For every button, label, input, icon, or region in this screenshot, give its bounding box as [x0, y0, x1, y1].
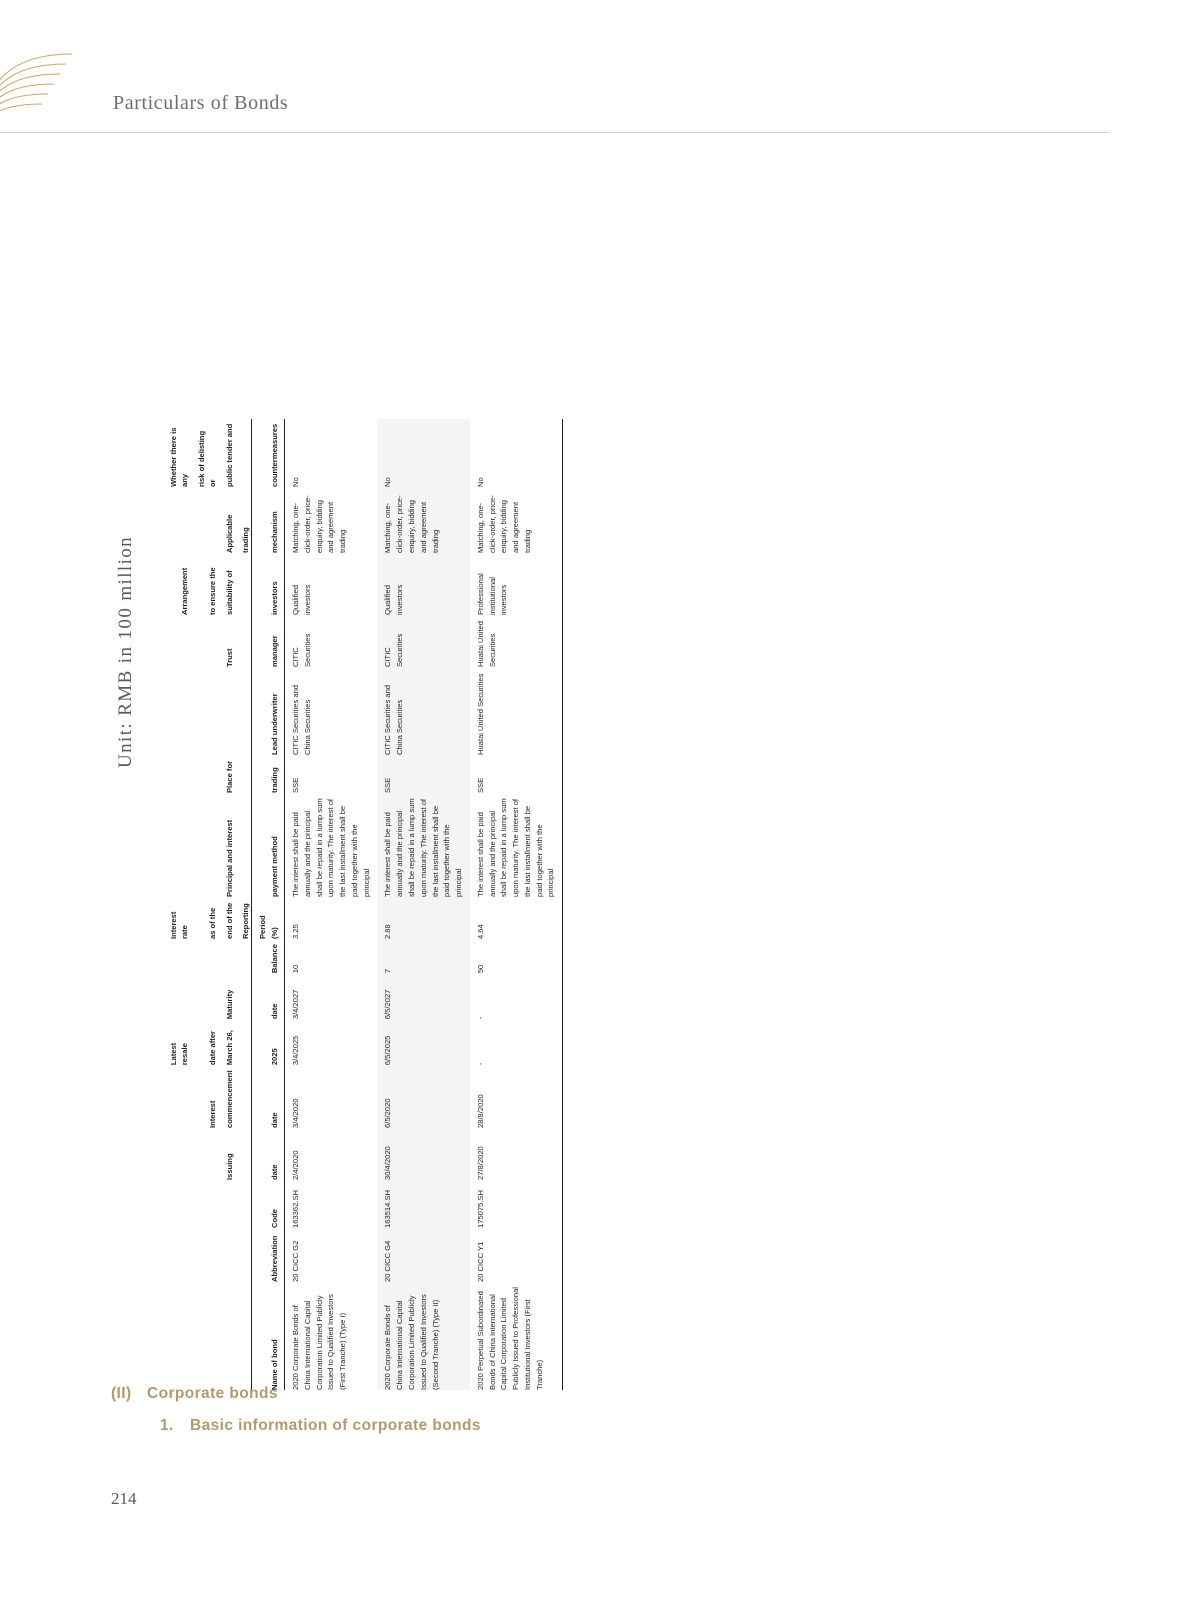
th-arrangement-top: Arrangement	[180, 567, 190, 615]
cell-interest-commencement-date: 3/4/2020	[291, 1097, 301, 1128]
table-header-row-second	[191, 418, 219, 1389]
th-blank-36	[235, 939, 252, 973]
th-blank-30	[235, 1228, 252, 1282]
page-title: Particulars of Bonds	[113, 92, 289, 114]
cell-maturity-date: 3/4/2027	[291, 989, 301, 1019]
th-blank-34	[235, 1019, 252, 1065]
th-payment-top: Principal and interest	[224, 819, 234, 897]
th-blank-20	[191, 755, 219, 793]
section-group-title: Corporate bonds	[147, 1385, 278, 1402]
section-item-title: Basic information of corporate bonds	[190, 1417, 481, 1434]
th-blank-15	[191, 1180, 219, 1228]
th-blank-24	[219, 1282, 235, 1390]
th-blank-38	[235, 755, 252, 793]
table-canvas	[105, 278, 1005, 1408]
th-arrangement-mid: to ensure the	[208, 566, 218, 615]
th-blank-14	[191, 1228, 219, 1282]
cell-abbreviation: 20 CICC G4	[383, 1240, 393, 1282]
th-trading-mechanism: mechanism	[269, 510, 279, 553]
th-place-for-trading: trading	[269, 766, 279, 793]
th-interest-commencement-date: date	[269, 1111, 279, 1128]
cell-interest-commencement-date: 6/5/2020	[383, 1097, 393, 1128]
cell-delisting-risk: No	[383, 476, 393, 487]
table-row	[470, 418, 563, 1389]
th-blank-3	[163, 1180, 191, 1228]
section-group-number: (II)	[111, 1385, 132, 1402]
th-blank-17	[191, 973, 219, 1019]
th-blank-26	[219, 1180, 235, 1228]
cell-delisting-risk: No	[470, 418, 563, 486]
cell-lead-underwriter: Huatai United Securities	[470, 667, 563, 755]
cell-balance: 50	[470, 939, 563, 973]
cell-trading-mechanism: Matching, one-click-order, price-enquiry, bidding and agreement trading	[383, 494, 440, 553]
th-blank-27	[219, 939, 235, 973]
cell-issuing-date: 2/4/2020	[291, 1149, 301, 1180]
th-interest-rate: Period (%)	[258, 914, 279, 939]
cell-lead-underwriter: CITIC Securities and China Securities	[291, 684, 312, 755]
th-name: Name of bond	[269, 1338, 279, 1390]
section-item-number: 1.	[160, 1417, 174, 1434]
th-interest-rate-sub: end of the	[224, 902, 234, 939]
cell-interest-commencement-date: 28/8/2020	[470, 1065, 563, 1128]
cell-arrangement: Qualified investors	[383, 584, 405, 615]
th-maturity-top: Maturity	[224, 989, 234, 1019]
th-latest-resale-mid: date after	[208, 1030, 218, 1065]
table-header-row-fourth	[235, 418, 252, 1389]
cell-interest-rate: 3.25	[291, 923, 301, 939]
th-mechanism-top: Applicable	[224, 514, 234, 553]
th-blank-41	[235, 553, 252, 615]
th-blank-7	[163, 939, 191, 973]
cell-name: 2020 Corporate Bonds of China International Capital Corporation Limited Publicly Issued to Qualified Investors (First Tranche) (Type I)	[291, 1293, 348, 1390]
cell-abbreviation: 20 CICC G2	[291, 1240, 301, 1282]
th-blank-8	[163, 793, 191, 897]
th-blank-4	[163, 1128, 191, 1180]
th-blank-21	[191, 667, 219, 755]
cell-code: 163362.SH	[291, 1189, 301, 1228]
th-blank-16	[191, 1128, 219, 1180]
th-code: Code	[269, 1208, 279, 1228]
th-blank-31	[235, 1180, 252, 1228]
th-blank-12	[163, 487, 191, 553]
table-header-row-main	[252, 418, 285, 1389]
cell-maturity-date: -	[470, 973, 563, 1019]
th-risk-sub: public tender and	[224, 423, 234, 487]
th-maturity-date: date	[269, 1003, 279, 1019]
cell-latest-resale-date: 3/4/2025	[291, 1035, 301, 1065]
th-latest-resale-date: 2025	[269, 1047, 279, 1065]
th-interest-rate-top: Interest rate	[169, 911, 190, 939]
cell-trading-mechanism: Matching, one-click-order, price-enquiry, bidding and agreement trading	[470, 487, 563, 553]
th-delisting-risk: countermeasures	[269, 423, 279, 487]
cell-arrangement: Qualified investors	[291, 584, 312, 615]
th-latest-resale-top: Latest resale	[169, 1042, 190, 1065]
page-number: 214	[111, 1489, 137, 1508]
th-blank-25	[219, 1228, 235, 1282]
cell-balance: 7	[383, 968, 393, 973]
table-row	[377, 418, 469, 1389]
th-trust-top: Trust	[224, 647, 234, 667]
cell-name: 2020 Corporate Bonds of China International Capital Corporation Limited Publicly Issued to Qualified Investors (Second Tranche) (Type II)	[383, 1293, 440, 1390]
cell-payment-method: The interest shall be paid annually and the principal shall be repaid in a lump sum upon maturity. The interest of the last installment shall be paid together with the principal	[470, 793, 563, 897]
th-blank-23	[191, 487, 219, 553]
th-blank-6	[163, 973, 191, 1019]
th-blank-35	[235, 973, 252, 1019]
cell-lead-underwriter: CITIC Securities and China Securities	[383, 684, 405, 755]
cell-code: 175075.SH	[470, 1180, 563, 1228]
cell-place-for-trading: SSE	[291, 777, 301, 793]
th-risk-mid: risk of delisting or	[196, 430, 218, 487]
th-balance: Balance	[269, 943, 279, 973]
th-blank-33	[235, 1065, 252, 1128]
table-header-row-third	[219, 418, 235, 1389]
th-arrangement: investors	[269, 580, 279, 615]
th-interest-rate-sub2: Reporting	[240, 902, 250, 939]
th-blank-32	[235, 1128, 252, 1180]
cell-trust-manager: CITIC Securities	[383, 633, 405, 667]
cell-payment-method: The interest shall be paid annually and the principal shall be repaid in a lump sum upon maturity. The interest of the last installment shall be paid together with the principal	[383, 797, 464, 897]
th-interest-rate-mid: as of the	[208, 907, 218, 939]
th-blank-28	[219, 667, 235, 755]
th-issuing-date: date	[269, 1163, 279, 1180]
th-place-top: Place for	[224, 760, 234, 793]
th-blank-39	[235, 667, 252, 755]
cell-balance: 10	[291, 964, 301, 973]
table-header	[163, 418, 285, 1389]
th-interest-commencement-mid: commencement	[224, 1069, 234, 1128]
th-blank-5	[163, 1065, 191, 1128]
th-blank-42	[235, 418, 252, 486]
cell-delisting-risk: No	[291, 476, 301, 487]
cell-abbreviation: 20 CICC Y1	[470, 1228, 563, 1282]
th-blank-10	[163, 667, 191, 755]
th-abbreviation: Abbreviation	[269, 1235, 279, 1282]
table-header-row-top	[163, 418, 191, 1389]
cell-maturity-date: 6/5/2027	[383, 989, 393, 1019]
th-blank-37	[235, 793, 252, 897]
th-issuing-top: Issuing	[224, 1152, 234, 1180]
cell-interest-rate: 4.64	[470, 897, 563, 939]
cell-arrangement: Professional institutional investors	[470, 553, 563, 615]
cell-latest-resale-date: 6/5/2025	[383, 1035, 393, 1065]
th-latest-resale-sub: March 26,	[224, 1029, 234, 1065]
th-blank-11	[163, 615, 191, 667]
th-trust-manager: manager	[269, 634, 279, 667]
cell-interest-rate: 2.88	[383, 923, 393, 939]
cell-trust-manager: Huatai United Securities	[470, 615, 563, 667]
th-lead-underwriter: Lead underwriter	[269, 692, 279, 755]
cell-place-for-trading: SSE	[383, 777, 393, 793]
th-blank-1	[163, 1282, 191, 1390]
th-mechanism-mid: trading	[240, 526, 250, 553]
table-body	[285, 418, 563, 1389]
th-blank-29	[235, 1282, 252, 1390]
cell-trading-mechanism: Matching, one-click-order, price-enquiry, bidding and agreement trading	[291, 494, 348, 553]
corporate-bonds-table	[163, 418, 563, 1389]
th-interest-commencement-top: Interest	[208, 1100, 218, 1128]
cell-latest-resale-date: -	[470, 1019, 563, 1065]
th-risk-top: Whether there is any	[169, 427, 190, 487]
th-blank-19	[191, 793, 219, 897]
th-blank-2	[163, 1228, 191, 1282]
th-blank-40	[235, 615, 252, 667]
th-blank-22	[191, 615, 219, 667]
cell-code: 163514.SH	[383, 1189, 393, 1228]
table-row	[285, 418, 378, 1389]
th-blank-9	[163, 755, 191, 793]
cell-trust-manager: CITIC Securities	[291, 633, 312, 667]
cell-place-for-trading: SSE	[470, 755, 563, 793]
th-blank-13	[191, 1282, 219, 1390]
cell-payment-method: The interest shall be paid annually and the principal shall be repaid in a lump sum upon maturity. The interest of the last installment shall be paid together with the principal	[291, 797, 371, 897]
th-payment-method: payment method	[269, 835, 279, 897]
cell-issuing-date: 30/4/2020	[383, 1145, 393, 1180]
cell-issuing-date: 27/8/2020	[470, 1128, 563, 1180]
th-blank-18	[191, 939, 219, 973]
cell-name: 2020 Perpetual Subordinated Bonds of China International Capital Corporation Limited Publicly Issued to Professional Institutional Investors (First Tranche)	[470, 1282, 563, 1390]
table-unit-label: Unit: RMB in 100 million	[115, 535, 136, 768]
th-arrangement-sub: suitability of	[224, 569, 234, 615]
